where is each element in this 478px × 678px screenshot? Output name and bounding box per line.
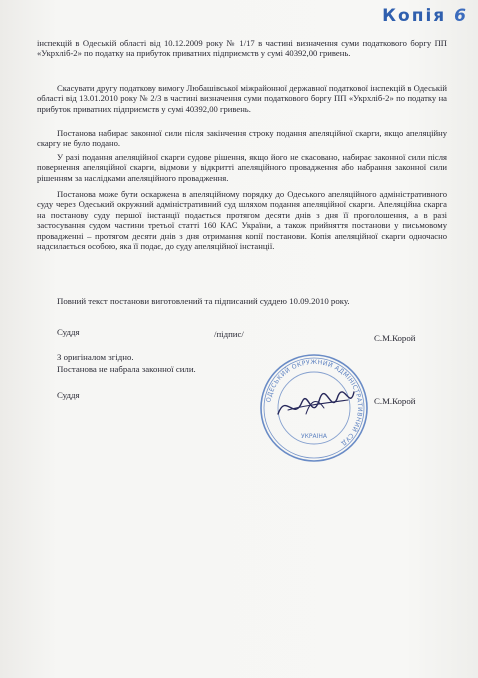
handwritten-signature: [278, 392, 354, 414]
paragraph-1: інспекцій в Одеській області від 10.12.2009 року № 1/17 в частині визначення суми податкового боргу ПП «Укрхліб-2» по податку на прибуток приватних підприємств у сумі 40392,00 гривень.: [37, 38, 447, 59]
paragraph-2: Скасувати другу податкову вимогу Любашівської міжрайонної державної податкової інспекцій в Одеській області від 13.01.2010 року № 2/3 в частині визначення суми податкового боргу ПП «Укрхліб-2» по податку на прибуток приватних підприємств у сумі 40392,00 гривень.: [37, 83, 447, 114]
copy-stamp-number: 6: [454, 6, 468, 26]
paragraph-3: Постанова набирає законної сили після закінчення строку подання апеляційної скарги, якщо апеляційну скаргу не було подано.: [37, 128, 447, 149]
judge-name-1: С.М.Корой: [374, 333, 416, 343]
paragraph-6: Повний текст постанови виготовлений та підписаний суддею 10.09.2010 року.: [57, 296, 350, 306]
seal-ring-text: ОДЕСЬКИЙ ОКРУЖНИЙ АДМІНІСТРАТИВНИЙ СУД: [265, 358, 364, 447]
judge-name-2: С.М.Корой: [374, 396, 416, 406]
judge-label-1: Суддя: [57, 327, 80, 337]
copy-stamp: [382, 6, 468, 26]
copy-stamp-label: Копія: [382, 6, 447, 26]
judge-label-2: Суддя: [57, 390, 80, 400]
seal-bottom-text: УКРАЇНА: [300, 433, 328, 440]
note-line-2: Постанова не набрала законної сили.: [57, 364, 196, 374]
paragraph-5: Постанова може бути оскаржена в апеляційному порядку до Одеського апеляційного адміністративного суду через Одеський окружний адміністративний суд шляхом подання апеляційної скарги. Апеляційна скарга на постанову суду першої інстанції подається протягом десяти днів з дня її проголошення, а в разі застосування судом частини третьої статті 160 КАС України, а також прийняття постанови у письмовому провадженні – протягом десяти днів з дня отримання копії постанови. Копія апеляційної скарги одночасно надсилається особою, яка її подає, до суду апеляційної інстанції.: [37, 189, 447, 252]
note-line-1: З оригіналом згідно.: [57, 352, 134, 362]
paragraph-4: У разі подання апеляційної скарги судове рішення, якщо його не скасовано, набирає законної сили після повернення апеляційної скарги, відмови у відкритті апеляційного провадження або набрання законної сили рішенням за наслідками апеляційного провадження.: [37, 152, 447, 183]
signature-mark: /підпис/: [214, 329, 244, 339]
court-seal: [258, 352, 370, 464]
